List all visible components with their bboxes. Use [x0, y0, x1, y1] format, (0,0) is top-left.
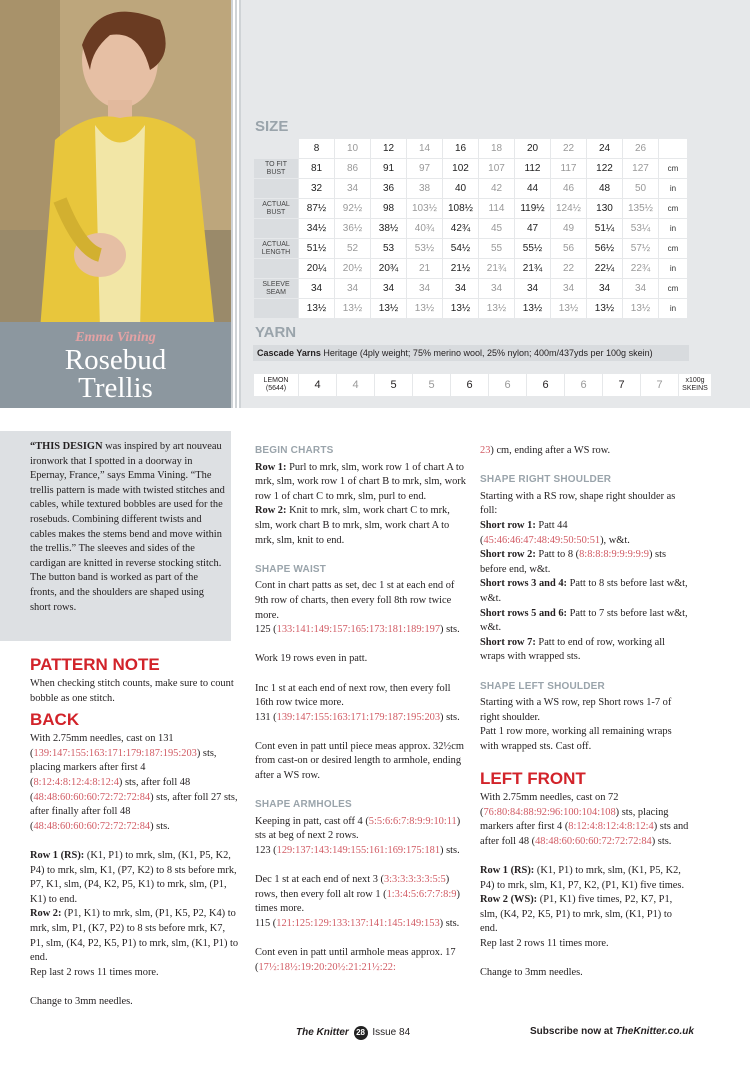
size-cell: 34 [371, 279, 406, 298]
size-cell: 124½ [551, 199, 586, 218]
magazine-name: The Knitter [296, 1027, 349, 1038]
size-cell: 51½ [299, 239, 334, 258]
back-rep: Rep last 2 rows 11 times more. [30, 966, 159, 978]
shape-waist-heading: SHAPE WAIST [255, 563, 327, 575]
yarn-quantity-cell: 6 [527, 374, 564, 396]
size-cell: 16 [443, 139, 478, 158]
lf-row1: Row 1 (RS): (K1, P1) to mrk, slm, (K1, P5, K2, P4) to mrk, slm, K1, P7, K2, (P1, K1) five times. [480, 865, 685, 891]
size-cell: 20¾ [371, 259, 406, 278]
size-cell: 127 [623, 159, 658, 178]
model-photo [0, 0, 231, 322]
size-cell: 117 [551, 159, 586, 178]
size-cell: 34 [515, 279, 550, 298]
size-row-label: SLEEVE SEAM [254, 279, 298, 298]
size-cell: 108½ [443, 199, 478, 218]
size-unit: in [659, 299, 687, 318]
srs-intro: Starting with a RS row, shape right shoulder as foll: [480, 490, 676, 517]
footer-subscribe: Subscribe now at TheKnitter.co.uk [530, 1026, 694, 1037]
size-row [254, 139, 687, 158]
size-cell: 34 [623, 279, 658, 298]
size-cell: 87½ [299, 199, 334, 218]
size-cell: 34 [407, 279, 442, 298]
size-row-label [254, 259, 298, 278]
yarn-quantity-cell: 7 [603, 374, 640, 396]
size-cell: 119½ [515, 199, 550, 218]
size-cell: 8 [299, 139, 334, 158]
waist-6: Cont even in patt until piece meas approx. 32½cm from cast-on or desired length to armhole, ending after a WS row. [255, 740, 464, 782]
size-cell: 130 [587, 199, 622, 218]
yarn-brand: Cascade Yarns [257, 348, 321, 358]
yarn-quantity-cell: 4 [337, 374, 374, 396]
yarn-table [253, 373, 712, 397]
size-cell: 18 [479, 139, 514, 158]
yarn-colour-label: LEMON (5644) [254, 374, 298, 396]
waist-1: Cont in chart patts as set, dec 1 st at each end of 9th row of charts, then every foll 8th row twice more. [255, 580, 455, 621]
size-cell: 56 [551, 239, 586, 258]
yarn-desc: Heritage (4ply weight; 75% merino wool, 25% nylon; 400m/437yds per 100g skein) [320, 348, 653, 358]
pattern-note-text: When checking stitch counts, make sure to count bobble as one stitch. [30, 678, 234, 704]
size-unit: cm [659, 239, 687, 258]
size-cell: 48 [587, 179, 622, 198]
size-cell: 14 [407, 139, 442, 158]
size-unit: cm [659, 199, 687, 218]
title-block [0, 322, 231, 408]
back-heading: BACK [30, 710, 80, 730]
size-cell: 54½ [443, 239, 478, 258]
size-heading: SIZE [255, 118, 289, 135]
arm-5-cont: 23) cm, ending after a WS row. [480, 445, 611, 456]
size-cell: 24 [587, 139, 622, 158]
page-number: 28 [354, 1026, 368, 1040]
size-cell: 102 [443, 159, 478, 178]
size-cell: 112 [515, 159, 550, 178]
size-cell: 40 [443, 179, 478, 198]
size-row-label [254, 139, 298, 158]
yarn-description [253, 345, 689, 361]
size-cell: 122 [587, 159, 622, 178]
sls-2: Patt 1 row more, working all remaining wraps with wrapped sts. Cast off. [480, 726, 672, 752]
size-cell: 13½ [623, 299, 658, 318]
size-cell: 46 [551, 179, 586, 198]
size-cell: 13½ [407, 299, 442, 318]
size-cell: 12 [371, 139, 406, 158]
size-cell: 13½ [335, 299, 370, 318]
size-row [254, 299, 687, 318]
pattern-title-line1: Rosebud [64, 344, 167, 376]
subscribe-site: TheKnitter.co.uk [615, 1026, 694, 1037]
size-cell: 34 [443, 279, 478, 298]
size-cell: 20 [515, 139, 550, 158]
yarn-unit: x100g SKEINS [679, 374, 711, 396]
back-row2: Row 2: (P1, K1) to mrk, slm, (P1, K5, P2, K4) to mrk, slm, P1, (K7, P2) to 8 sts before mrk, K7, P1, slm, (K4, P2, K5, P1) to mrk, slm, (K1, P1) to end. [30, 908, 239, 964]
lf-change: Change to 3mm needles. [480, 967, 583, 979]
size-table [253, 138, 688, 319]
yarn-heading: YARN [255, 324, 297, 341]
size-cell: 53¼ [623, 219, 658, 238]
lf-rep: Rep last 2 rows 11 times more. [480, 938, 609, 949]
charts-row1: Row 1: Purl to mrk, slm, work row 1 of chart A to mrk, slm, work row 1 of chart B to mrk, slm, work row 1 of chart C to mrk, slm, purl to end. [255, 461, 466, 502]
size-cell: 21¾ [479, 259, 514, 278]
short-rows-3-4: Short rows 3 and 4: Patt to 8 sts before last w&t, w&t. [480, 578, 688, 604]
waist-5: 131 (139:147:155:163:171:179:187:195:203) sts. [255, 711, 460, 723]
size-cell: 22 [551, 139, 586, 158]
size-cell: 34 [551, 279, 586, 298]
size-cell: 32 [299, 179, 334, 198]
size-cell: 34 [335, 179, 370, 198]
footer-issue [296, 1026, 410, 1040]
size-cell: 107 [479, 159, 514, 178]
arm-5: Cont even in patt until armhole meas approx. 17 (17½:18½:19:20:20½:21:21½:22: [255, 947, 456, 973]
size-cell: 55½ [515, 239, 550, 258]
size-cell: 36½ [335, 219, 370, 238]
size-cell: 55 [479, 239, 514, 258]
column-2 [255, 444, 467, 975]
size-cell: 13½ [299, 299, 334, 318]
size-cell: 135½ [623, 199, 658, 218]
arm-4: 115 (121:125:129:133:137:141:145:149:153) sts. [255, 918, 460, 929]
size-cell: 38 [407, 179, 442, 198]
size-cell: 98 [371, 199, 406, 218]
size-unit: in [659, 259, 687, 278]
size-cell: 53 [371, 239, 406, 258]
column-1 [30, 655, 240, 1024]
size-unit [659, 139, 687, 158]
size-cell: 10 [335, 139, 370, 158]
size-cell: 40¾ [407, 219, 442, 238]
size-cell: 49 [551, 219, 586, 238]
short-row-7: Short row 7: Patt to end of row, working all wraps with wrapped sts. [480, 636, 665, 663]
designer-name: Emma Vining [75, 330, 156, 345]
short-rows-5-6: Short rows 5 and 6: Patt to 7 sts before last w&t, w&t. [480, 607, 688, 634]
size-cell: 20¼ [299, 259, 334, 278]
yarn-quantity-cell: 5 [413, 374, 450, 396]
size-cell: 47 [515, 219, 550, 238]
size-cell: 34 [335, 279, 370, 298]
size-cell: 34½ [299, 219, 334, 238]
decorative-stripes [231, 0, 241, 408]
size-cell: 13½ [443, 299, 478, 318]
size-row-label: ACTUAL BUST [254, 199, 298, 218]
size-cell: 34 [299, 279, 334, 298]
size-unit: in [659, 179, 687, 198]
size-cell: 42 [479, 179, 514, 198]
short-row-1: Short row 1: Patt 44 (45:46:46:47:48:49:50:50:51), w&t. [480, 519, 630, 546]
size-row-label [254, 179, 298, 198]
size-unit: cm [659, 279, 687, 298]
column-3 [480, 444, 692, 995]
size-cell: 36 [371, 179, 406, 198]
yarn-quantity-cell: 6 [451, 374, 488, 396]
size-cell: 51¼ [587, 219, 622, 238]
yarn-quantity-cell: 4 [299, 374, 336, 396]
size-cell: 38½ [371, 219, 406, 238]
short-row-2: Short row 2: Patt to 8 (8:8:8:8:9:9:9:9:9) sts before end, w&t. [480, 549, 667, 575]
size-unit: in [659, 219, 687, 238]
size-cell: 13½ [515, 299, 550, 318]
arm-1: Keeping in patt, cast off 4 (5:5:6:6:7:8:9:9:10:11) sts at beg of next 2 rows. [255, 815, 461, 842]
size-row [254, 199, 687, 218]
size-cell: 81 [299, 159, 334, 178]
size-row [254, 219, 687, 238]
size-cell: 13½ [371, 299, 406, 318]
size-row [254, 179, 687, 198]
intro-text [30, 440, 225, 615]
sls-1: Starting with a WS row, rep Short rows 1-7 of right shoulder. [480, 697, 672, 723]
yarn-quantity-cell: 7 [641, 374, 678, 396]
lf-row2: Row 2 (WS): (P1, K1) five times, P2, K7, P1, slm, (K4, P2, K5, P1) to mrk, slm, (K1, P1) to end. [480, 894, 673, 935]
size-cell: 22 [551, 259, 586, 278]
begin-charts-heading: BEGIN CHARTS [255, 445, 334, 456]
left-front-heading: LEFT FRONT [480, 769, 586, 789]
yarn-quantity-cell: 6 [565, 374, 602, 396]
shape-armholes-heading: SHAPE ARMHOLES [255, 799, 352, 811]
size-row-label: TO FIT BUST [254, 159, 298, 178]
arm-3: Dec 1 st at each end of next 3 (3:3:3:3:3:3:5:5) rows, then every foll alt row 1 (1:3:4:5:6:7:7:8:9) times more. [255, 874, 460, 915]
size-cell: 26 [623, 139, 658, 158]
waist-4: Inc 1 st at each end of next row, then every foll 16th row twice more. [255, 682, 451, 709]
waist-3: Work 19 rows even in patt. [255, 653, 368, 665]
intro-lead: “THIS DESIGN [30, 441, 103, 452]
back-change: Change to 3mm needles. [30, 995, 133, 1007]
shape-right-shoulder-heading: SHAPE RIGHT SHOULDER [480, 474, 612, 486]
back-row1: Row 1 (RS): (K1, P1) to mrk, slm, (K1, P5, K2, P4) to mrk, slm, K1, (P7, K2) to 8 sts before mrk, P7, K1, slm, (P4, K2, P5, K1) to mrk, slm, (P1, K1) to end. [30, 849, 237, 905]
size-cell: 20½ [335, 259, 370, 278]
size-cell: 52 [335, 239, 370, 258]
size-row [254, 159, 687, 178]
size-cell: 53½ [407, 239, 442, 258]
size-cell: 34 [587, 279, 622, 298]
size-cell: 13½ [479, 299, 514, 318]
back-castingon: With 2.75mm needles, cast on 131 (139:147:155:163:171:179:187:195:203) sts, placing markers after first 4 (8:12:4:8:12:4:8:12:4) sts, after foll 48 (48:48:60:60:60:72:72:72:84) sts, after foll 27 sts, after finally after foll 48 (48:48:60:60:60:72:72:72:84) sts. [30, 733, 238, 832]
yarn-quantity-cell: 6 [489, 374, 526, 396]
charts-row2: Row 2: Knit to mrk, slm, work chart C to mrk, slm, work chart B to mrk, slm, work chart A to mrk, slm, knit to end. [255, 505, 450, 546]
size-cell: 44 [515, 179, 550, 198]
size-row [254, 259, 687, 278]
size-cell: 56½ [587, 239, 622, 258]
size-row [254, 239, 687, 258]
size-cell: 86 [335, 159, 370, 178]
shape-left-shoulder-heading: SHAPE LEFT SHOULDER [480, 680, 605, 692]
size-cell: 34 [479, 279, 514, 298]
size-cell: 21¾ [515, 259, 550, 278]
arm-2: 123 (129:137:143:149:155:161:169:175:181) sts. [255, 845, 460, 857]
issue-number: Issue 84 [372, 1027, 411, 1038]
size-row-label: ACTUAL LENGTH [254, 239, 298, 258]
size-cell: 92½ [335, 199, 370, 218]
size-cell: 13½ [551, 299, 586, 318]
pattern-title-line2: Trellis [78, 372, 153, 404]
size-cell: 22¼ [587, 259, 622, 278]
waist-2: 125 (133:141:149:157:165:173:181:189:197) sts. [255, 624, 460, 636]
size-row [254, 279, 687, 298]
size-cell: 114 [479, 199, 514, 218]
size-cell: 21½ [443, 259, 478, 278]
intro-body: was inspired by art nouveau ironwork that I spotted in a doorway in Epernay, France,” says Emma Vining. “The trellis pattern is made with twisted stitches and cables, while textured bobbles are used for the rosebuds. Combining different twists and cables makes the stems bend and move within the trellis.” The sleeves and sides of the cardigan are knitted in reverse stocking stitch. The button band is worked as part of the fronts, and the shoulders are shaped using short rows. [30, 441, 225, 613]
size-cell: 13½ [587, 299, 622, 318]
yarn-quantity-cell: 5 [375, 374, 412, 396]
size-unit: cm [659, 159, 687, 178]
size-cell: 21 [407, 259, 442, 278]
size-cell: 103½ [407, 199, 442, 218]
size-cell: 91 [371, 159, 406, 178]
size-cell: 22¾ [623, 259, 658, 278]
size-cell: 57½ [623, 239, 658, 258]
size-row-label [254, 219, 298, 238]
lf-castingon: With 2.75mm needles, cast on 72 (76:80:84:88:92:96:100:104:108) sts, placing markers after first 4 (8:12:4:8:12:4:8:12:4) sts and after foll 48 (48:48:60:60:60:72:72:72:84) sts. [480, 792, 689, 847]
size-cell: 45 [479, 219, 514, 238]
size-cell: 50 [623, 179, 658, 198]
pattern-note-heading: PATTERN NOTE [30, 655, 160, 674]
size-cell: 97 [407, 159, 442, 178]
size-cell: 42¾ [443, 219, 478, 238]
size-row-label [254, 299, 298, 318]
